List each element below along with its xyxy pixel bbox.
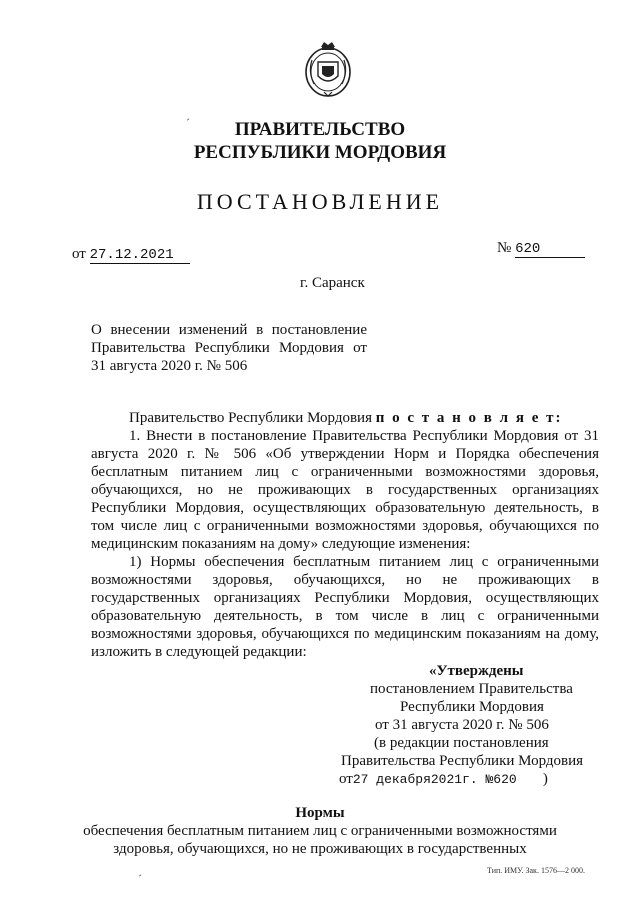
p1-line: 1. Внести в постановление Правительства Республики Мордовия от 31 — [129, 428, 599, 444]
number-line — [497, 240, 585, 258]
p1-line: августа 2020 г. № 506 «Об утверждении Норм и Порядка обеспечения — [91, 446, 599, 462]
intro-text: Правительство Республики Мордовия — [129, 410, 372, 426]
government-title-line2: РЕСПУБЛИКИ МОРДОВИЯ — [193, 142, 447, 163]
subject-line2: Правительства Республики Мордовия от — [91, 340, 367, 356]
norms-title: Нормы — [295, 805, 345, 821]
p1-line: том числе лиц с ограниченными возможностями здоровья, обучающихся по — [91, 518, 599, 534]
approval-date-prefix: от — [339, 771, 353, 787]
p1-line: бесплатным питанием лиц с ограниченными возможностями здоровья, — [91, 464, 599, 480]
government-title-line1: ПРАВИТЕЛЬСТВО — [234, 119, 406, 140]
subject-line1: О внесении изменений в постановление — [91, 322, 367, 338]
approval-line4: от 31 августа 2020 г. № 506 — [375, 717, 549, 733]
p1-line: Республики Мордовия, осуществляющих образовательную деятельность, в — [91, 500, 599, 516]
approval-date: 27 декабря2021г. №620 — [352, 772, 517, 787]
norms-line2: здоровья, обучающихся, но не проживающих в государственных — [113, 841, 527, 857]
intro-verb: п о с т а н о в л я е т: — [375, 410, 563, 426]
scan-mark: ˊ — [138, 872, 142, 886]
p2-line: образовательную деятельность, в том числе в лиц с ограниченными — [91, 608, 599, 624]
number-prefix: № — [497, 240, 512, 256]
intro-line — [129, 410, 562, 427]
approval-line6: Правительства Республики Мордовия — [341, 753, 584, 769]
approval-line1: «Утверждены — [429, 663, 524, 679]
date-line — [72, 246, 190, 264]
approval-line7 — [339, 771, 548, 788]
print-note: Тип. ИМУ. Зак. 1576—2 000. — [487, 866, 585, 875]
p2-line: изложить в следующей редакции: — [91, 644, 307, 660]
decree-number: 620 — [515, 241, 585, 258]
p1-line: обучающихся, но не проживающих в государственных организациях — [91, 482, 599, 498]
approval-line5: (в редакции постановления — [374, 735, 549, 751]
date-prefix: от — [72, 246, 86, 262]
p1-line: медицинским показаниям на дому» следующие изменения: — [91, 536, 471, 552]
coat-of-arms-emblem — [302, 40, 354, 98]
norms-line1: обеспечения бесплатным питанием лиц с ограниченными возможностями — [83, 823, 557, 839]
p2-line: возможностями здоровья, обучающихся, но не проживающих в — [91, 572, 599, 588]
city: г. Саранск — [300, 275, 365, 291]
p2-line: государственных организациях Республики Мордовия, осуществляющих — [91, 590, 599, 606]
subject-line3: 31 августа 2020 г. № 506 — [91, 358, 248, 374]
scan-mark: ˊ — [186, 116, 190, 130]
approval-line3: Республики Мордовия — [400, 699, 544, 715]
approval-date-suffix: ) — [542, 771, 548, 787]
p2-line: 1) Нормы обеспечения бесплатным питанием лиц с ограниченными — [129, 554, 599, 570]
approval-line2: постановлением Правительства — [370, 681, 573, 697]
decree-date: 27.12.2021 — [90, 247, 190, 264]
decree-title: ПОСТАНОВЛЕНИЕ — [196, 189, 444, 214]
p2-line: возможностями здоровья, обучающихся по медицинским показаниям на дому, — [91, 626, 599, 642]
